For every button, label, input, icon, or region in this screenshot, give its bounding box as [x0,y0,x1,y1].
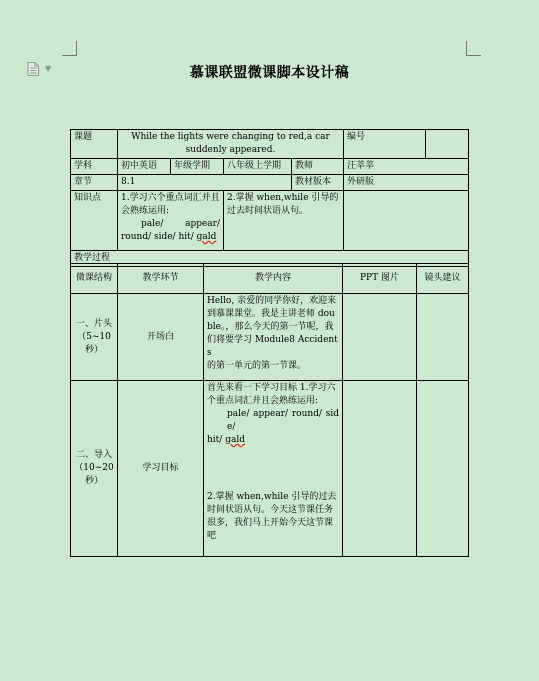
section-label: 教学过程 [71,251,469,267]
subject-value[interactable]: 初中英语 [118,159,171,175]
header-content: 教学内容 [204,264,343,294]
textbook-value[interactable]: 外研版 [344,175,469,191]
row-2-ppt[interactable] [343,381,417,557]
chapter-label: 章节 [71,175,118,191]
row-2-content[interactable] [204,381,343,557]
subject-label: 学科 [71,159,118,175]
row-1-content-tail: 的第一单元的第一节课。 [207,361,307,371]
table-header-row [71,264,469,294]
table-row [71,381,469,557]
chevron-down-icon[interactable]: ▼ [45,64,52,73]
topic-line-2: suddenly appeared. [185,145,276,155]
row-1-content-main: Hello, 亲爱的同学你好，欢迎来到慕课课堂。我是主讲老师 double。，那么今天的第一节呢，我们将要学习 Module8 Accidents [207,296,338,358]
teacher-value[interactable]: 汪莘莘 [344,159,469,175]
row-1-content[interactable] [204,294,343,381]
table-row [71,175,469,191]
knowledge-1-text: 1.学习六个重点词汇并且会熟练运用: [121,193,220,216]
knowledge-point-1[interactable] [118,191,224,251]
row-1-camera[interactable] [417,294,469,381]
row-1-structure[interactable]: 一、片头（5~10秒） [71,294,118,381]
header-step: 教学环节 [118,264,204,294]
row-2-camera[interactable] [417,381,469,557]
page-title: 慕课联盟微课脚本设计稿 [189,65,350,81]
row-1-ppt[interactable] [343,294,417,381]
row-2-content-last-word: gald [225,435,245,445]
table-row [71,130,469,159]
header-ppt: PPT 图片 [343,264,417,294]
grade-label: 年级学期 [171,159,224,175]
row-2-content-main: 首先来看一下学习目标 1.学习六个重点词汇并且会熟练运用: [207,383,336,406]
row-2-structure[interactable]: 二、导入（10~20秒） [71,381,118,557]
process-table [70,263,469,557]
topic-line-1: While the lights were changing to red,a car [131,132,330,142]
topic-label: 课题 [71,130,118,159]
page-corner-mark-top-right [466,41,481,56]
row-2-content-words-2: hit/ [207,435,223,445]
table-row [71,191,469,251]
table-row [71,159,469,175]
knowledge-empty-cell[interactable] [344,191,469,251]
chapter-value[interactable]: 8.1 [118,175,292,191]
page-corner-mark-top-left [62,41,77,56]
grade-value[interactable]: 八年级上学期 [224,159,292,175]
row-2-content-words: pale/ appear/ round/ side/ [227,409,339,432]
knowledge-1-words: pale/ appear/ [141,219,220,229]
row-2-content-goal-2: 2.掌握 when,while 引导的过去时间状语从句。今天这节课任务很多，我们马上开始今天这节课吧 [207,492,337,541]
table-row [71,294,469,381]
knowledge-1-last-word: gald [196,232,217,242]
number-value[interactable] [426,130,469,159]
header-structure: 微课结构 [71,264,118,294]
row-1-step[interactable]: 开场白 [118,294,204,381]
row-2-step[interactable]: 学习目标 [118,381,204,557]
info-table [70,129,469,267]
header-camera: 镜头建议 [417,264,469,294]
knowledge-point-2[interactable]: 2.掌握 when,while 引导的过去时间状语从句。 [224,191,344,251]
number-label: 编号 [344,130,426,159]
knowledge-1-words-2: round/ side/ hit/ [121,232,194,242]
textbook-label: 教材版本 [292,175,344,191]
knowledge-label: 知识点 [71,191,118,251]
topic-cell[interactable] [118,130,344,159]
teacher-label: 教师 [292,159,344,175]
